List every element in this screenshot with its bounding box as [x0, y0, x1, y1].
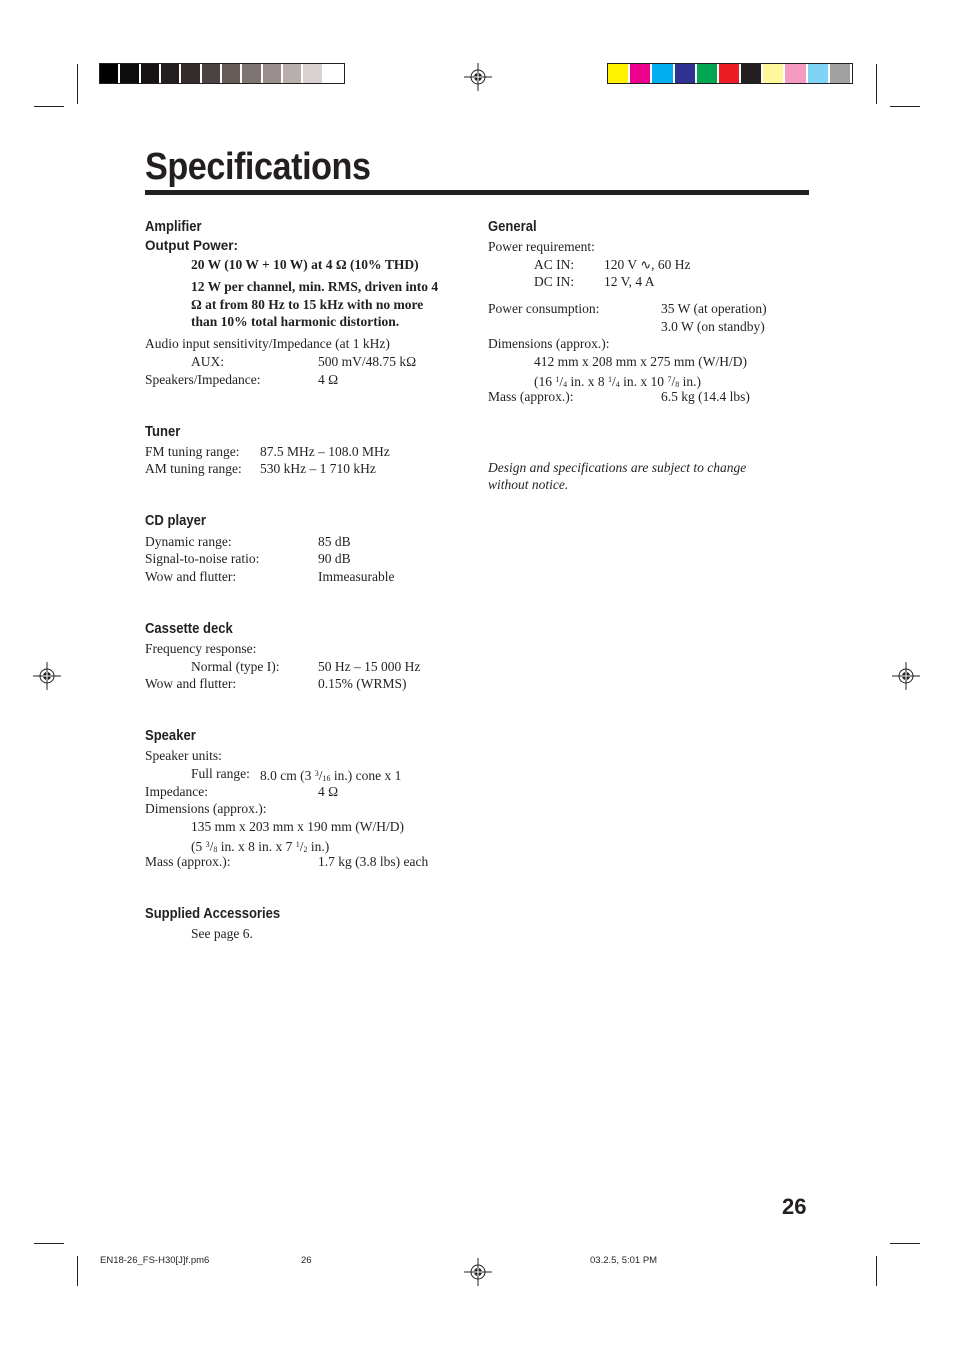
speakers-impedance-label: Speakers/Impedance: [145, 372, 261, 387]
crop-mark [876, 1256, 877, 1286]
audio-sensitivity-label: Audio input sensitivity/Impedance (at 1 kHz) [145, 336, 390, 351]
speaker-mass-label: Mass (approx.): [145, 854, 231, 869]
disclaimer-note: without notice. [488, 477, 569, 492]
color-swatch [630, 64, 650, 83]
speaker-dimensions-inches: (5 $^3/_8$ in. x 8 in. x 7 $^1/_2$ in.) [191, 839, 330, 854]
color-swatch [741, 64, 761, 83]
output-power-label: Output Power: [145, 238, 238, 253]
accessories-heading: Supplied Accessories [145, 906, 281, 922]
power-requirement-label: Power requirement: [488, 239, 595, 254]
gray-swatch [283, 64, 301, 83]
general-dimensions-value: 412 mm x 208 mm x 275 mm (W/H/D) [534, 354, 747, 369]
cd-wow-label: Wow and flutter: [145, 569, 237, 584]
registration-mark-icon [33, 662, 61, 690]
cassette-wow-value: 0.15% (WRMS) [318, 676, 407, 691]
dynamic-range-value: 85 dB [318, 534, 351, 549]
cassette-heading: Cassette deck [145, 621, 233, 637]
crop-mark [890, 1243, 920, 1244]
cd-heading: CD player [145, 513, 206, 529]
cassette-wow-label: Wow and flutter: [145, 676, 237, 691]
dc-in-label: DC IN: [534, 274, 575, 289]
crop-mark [77, 1256, 78, 1286]
output-power-value: 20 W (10 W + 10 W) at 4 Ω (10% THD) [191, 257, 419, 272]
page-title: Specifications [145, 146, 371, 188]
disclaimer-note: Design and specifications are subject to change [488, 460, 747, 475]
gray-swatch [222, 64, 240, 83]
aux-label: AUX: [191, 354, 224, 369]
ac-in-label: AC IN: [534, 257, 575, 272]
color-swatch [808, 64, 828, 83]
full-range-value: 8.0 cm (3 $^3/_{16}$ in.) cone x 1 [260, 768, 402, 783]
general-heading: General [488, 219, 537, 235]
accessories-value: See page 6. [191, 926, 253, 941]
footer-date: 03.2.5, 5:01 PM [590, 1255, 658, 1266]
registration-mark-icon [892, 662, 920, 690]
speaker-mass-value: 1.7 kg (3.8 lbs) each [318, 854, 429, 869]
gray-swatch [303, 64, 321, 83]
aux-value: 500 mV/48.75 kΩ [318, 354, 417, 369]
color-swatch [785, 64, 805, 83]
power-consumption-operation: 35 W (at operation) [661, 301, 767, 316]
full-range-label: Full range: [191, 766, 250, 781]
gray-swatch [141, 64, 159, 83]
normal-type-label: Normal (type I): [191, 659, 280, 674]
power-consumption-standby: 3.0 W (on standby) [661, 319, 765, 334]
gray-swatch [263, 64, 281, 83]
output-power-rms: than 10% total harmonic distortion. [191, 314, 400, 329]
output-power-rms: Ω at from 80 Hz to 15 kHz with no more [191, 297, 424, 312]
output-power-rms: 12 W per channel, min. RMS, driven into 4 [191, 279, 439, 294]
gray-swatch [181, 64, 199, 83]
amplifier-heading: Amplifier [145, 219, 202, 235]
registration-mark-icon [464, 63, 492, 91]
gray-swatch [100, 64, 118, 83]
color-swatch [697, 64, 717, 83]
speaker-dimensions-value: 135 mm x 203 mm x 190 mm (W/H/D) [191, 819, 404, 834]
fm-range-value: 87.5 MHz – 108.0 MHz [260, 444, 390, 459]
general-dimensions-label: Dimensions (approx.): [488, 336, 610, 351]
registration-mark-icon [464, 1258, 492, 1286]
snr-label: Signal-to-noise ratio: [145, 551, 260, 566]
gray-swatch [242, 64, 260, 83]
gray-swatch [202, 64, 220, 83]
general-mass-value: 6.5 kg (14.4 lbs) [661, 389, 750, 404]
color-swatch [608, 64, 628, 83]
speakers-impedance-value: 4 Ω [318, 372, 339, 387]
general-mass-label: Mass (approx.): [488, 389, 574, 404]
tuner-heading: Tuner [145, 424, 181, 440]
speaker-units-label: Speaker units: [145, 748, 222, 763]
cd-wow-value: Immeasurable [318, 569, 395, 584]
color-swatch [719, 64, 739, 83]
gray-swatch [161, 64, 179, 83]
title-rule [145, 190, 809, 195]
ac-wave-icon: ∿ [640, 258, 652, 273]
crop-mark [77, 64, 78, 104]
crop-mark [890, 106, 920, 107]
snr-value: 90 dB [318, 551, 351, 566]
gray-swatch [324, 64, 342, 83]
ac-in-value: 120 V ∿, 60 Hz [604, 257, 691, 273]
speaker-heading: Speaker [145, 728, 196, 744]
footer-page: 26 [301, 1255, 312, 1266]
page-number: 26 [782, 1194, 807, 1219]
color-swatch [652, 64, 672, 83]
frequency-response-label: Frequency response: [145, 641, 257, 656]
color-swatch [830, 64, 850, 83]
dynamic-range-label: Dynamic range: [145, 534, 232, 549]
am-range-value: 530 kHz – 1 710 kHz [260, 461, 376, 476]
crop-mark [876, 64, 877, 104]
process-color-bar [607, 63, 853, 84]
fm-range-label: FM tuning range: [145, 444, 240, 459]
color-swatch [763, 64, 783, 83]
footer-filename: EN18-26_FS-H30[J]f.pm6 [100, 1255, 210, 1266]
crop-mark [34, 1243, 64, 1244]
normal-type-value: 50 Hz – 15 000 Hz [318, 659, 421, 674]
color-swatch [675, 64, 695, 83]
dc-in-value: 12 V, 4 A [604, 274, 655, 289]
gray-swatch [120, 64, 138, 83]
am-range-label: AM tuning range: [145, 461, 242, 476]
crop-mark [34, 106, 64, 107]
grayscale-color-bar [99, 63, 345, 84]
speaker-dimensions-label: Dimensions (approx.): [145, 801, 267, 816]
speaker-impedance-value: 4 Ω [318, 784, 339, 799]
power-consumption-label: Power consumption: [488, 301, 600, 316]
general-dimensions-inches: (16 $^1/_4$ in. x 8 $^1/_4$ in. x 10 $^7/_8$ in.) [534, 374, 701, 389]
speaker-impedance-label: Impedance: [145, 784, 208, 799]
